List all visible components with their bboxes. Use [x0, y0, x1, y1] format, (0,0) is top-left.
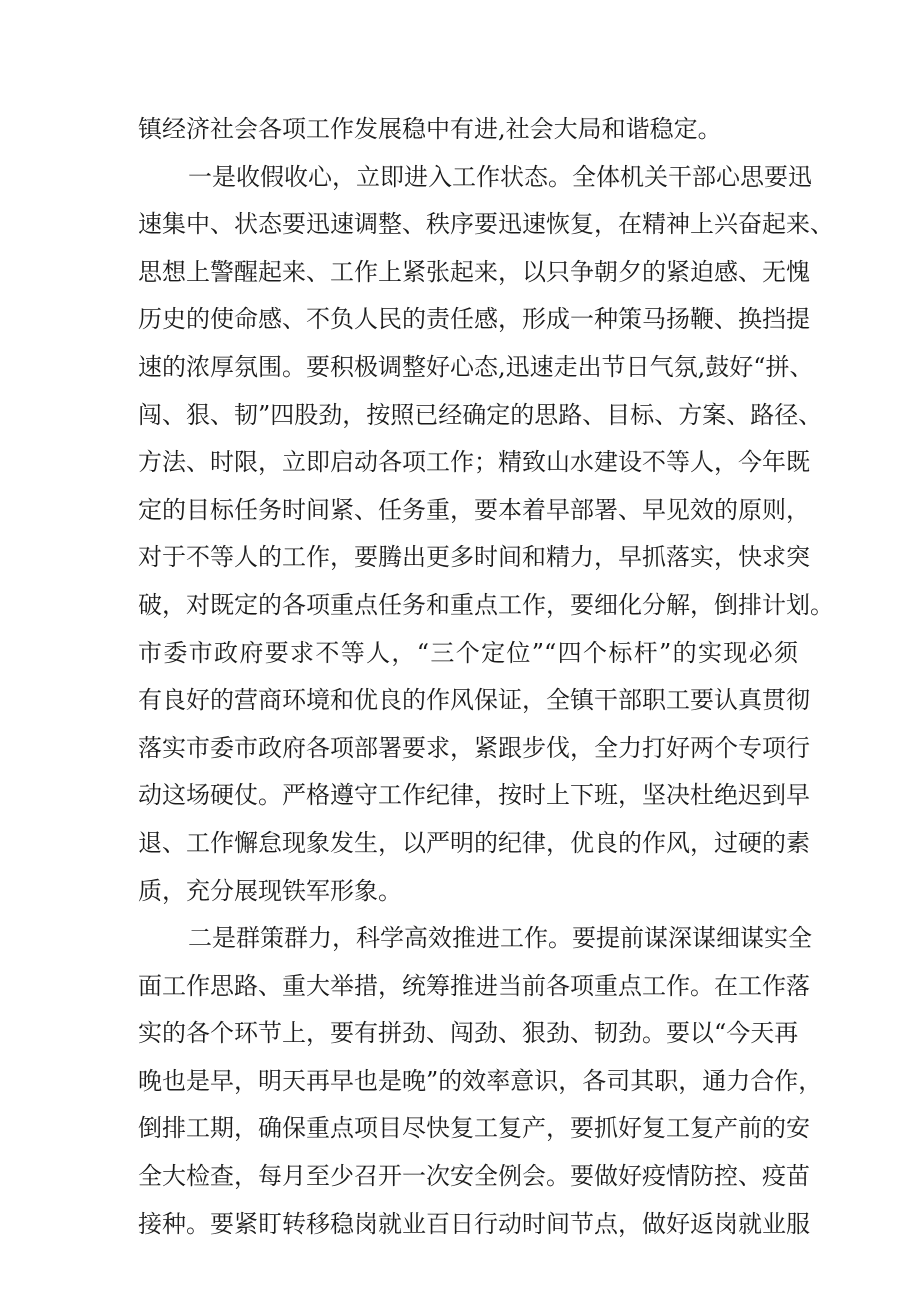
text-line: 思想上警醒起来、工作上紧张起来，以只争朝夕的紧迫感、无愧 [138, 257, 810, 286]
text-line: 动这场硬仗。严格遵守工作纪律，按时上下班，坚决杜绝迟到早 [138, 781, 810, 810]
text-line: 落实市委市政府各项部署要求，紧跟步伐，全力打好两个专项行 [138, 733, 810, 762]
text-line: 面工作思路、重大举措，统筹推进当前各项重点工作。在工作落 [138, 971, 810, 1000]
text-line: 接种。要紧盯转移稳岗就业百日行动时间节点，做好返岗就业服 [138, 1209, 810, 1238]
text-line: 定的目标任务时间紧、任务重，要本着早部署、早见效的原则， [138, 495, 810, 524]
text-line: 全大检查，每月至少召开一次安全例会。要做好疫情防控、疫苗 [138, 1162, 810, 1191]
document-body [138, 106, 834, 1248]
text-line: 倒排工期，确保重点项目尽快复工复产，要抓好复工复产前的安 [138, 1114, 810, 1143]
text-line: 镇经济社会各项工作发展稳中有进,社会大局和谐稳定。 [138, 115, 722, 143]
text-line: 闯、狠、韧”四股劲，按照已经确定的思路、目标、方案、路径、 [138, 400, 823, 429]
text-line: 实的各个环节上，要有拼劲、闯劲、狠劲、韧劲。要以“今天再 [138, 1019, 799, 1048]
text-line: 速集中、状态要迅速调整、秩序要迅速恢复，在精神上兴奋起来、 [138, 210, 834, 239]
text-line: 破，对既定的各项重点任务和重点工作，要细化分解，倒排计划。 [138, 590, 834, 619]
text-line: 速的浓厚氛围。要积极调整好心态,迅速走出节日气氛,鼓好“拼、 [138, 352, 814, 381]
text-line: 有良好的营商环境和优良的作风保证，全镇干部职工要认真贯彻 [138, 686, 810, 715]
text-line: 市委市政府要求不等人，“三个定位”“四个标杆”的实现必须 [138, 638, 798, 667]
text-line: 对于不等人的工作，要腾出更多时间和精力，早抓落实，快求突 [138, 543, 810, 572]
text-line: 历史的使命感、不负人民的责任感，形成一种策马扬鞭、换挡提 [138, 305, 810, 334]
text-line: 退、工作懈怠现象发生，以严明的纪律，优良的作风，过硬的素 [138, 828, 810, 857]
paragraph-1-last-line: 质，充分展现铁军形象。 [138, 876, 402, 905]
text-line: 方法、时限，立即启动各项工作；精致山水建设不等人，今年既 [138, 448, 810, 477]
paragraph-1-first-line: 一是收假收心，立即进入工作状态。全体机关干部心思要迅 [188, 162, 812, 191]
paragraph-2-first-line: 二是群策群力，科学高效推进工作。要提前谋深谋细谋实全 [188, 924, 812, 953]
text-line: 晚也是早，明天再早也是晚”的效率意识，各司其职，通力合作， [138, 1066, 823, 1095]
